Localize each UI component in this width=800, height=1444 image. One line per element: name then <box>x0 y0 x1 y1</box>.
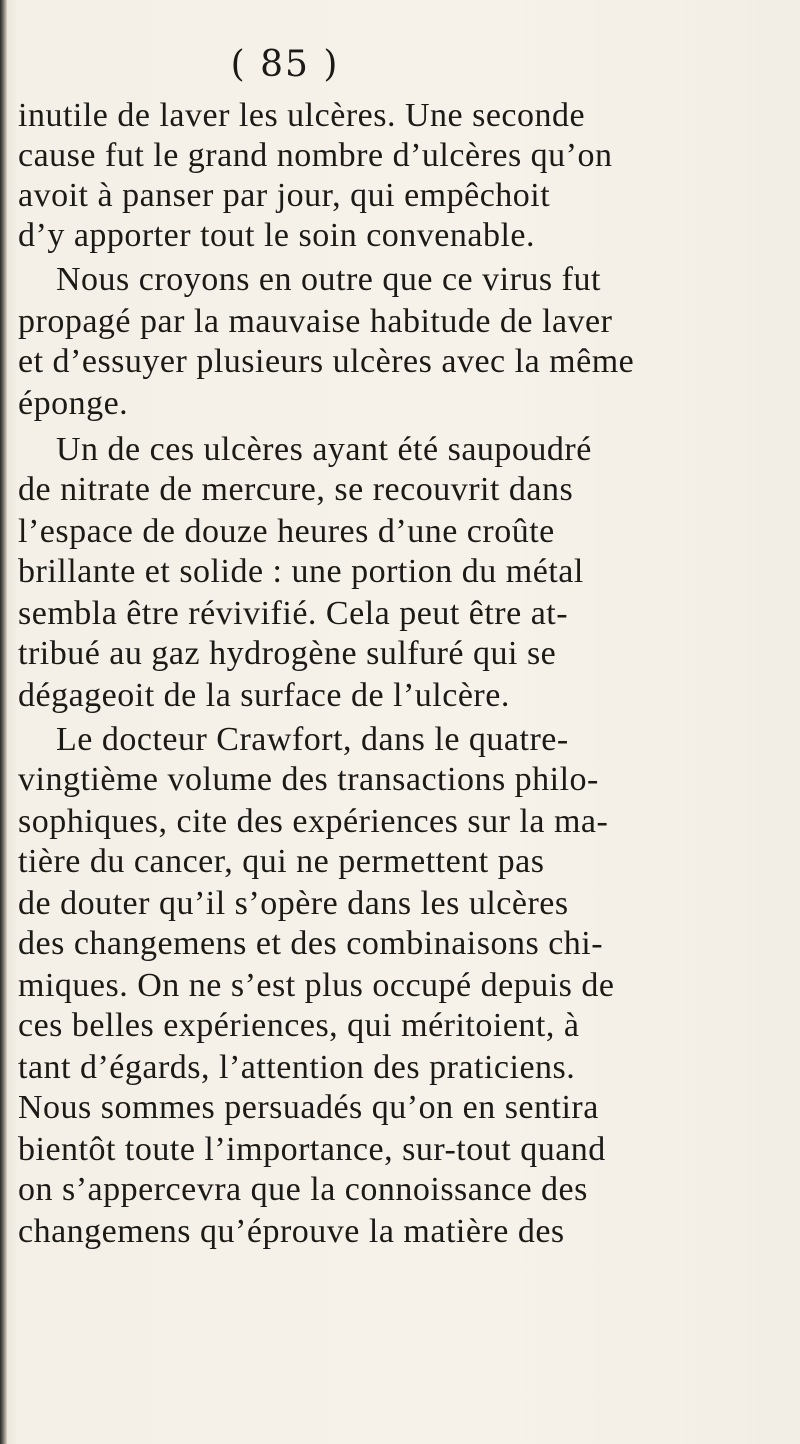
text-line: changemens qu’éprouve la matière des <box>18 1213 565 1250</box>
text-line: vingtième volume des transactions philo- <box>18 761 599 798</box>
text-line: inutile de laver les ulcères. Une seconde <box>18 97 586 134</box>
text-line: tière du cancer, qui ne permettent pas <box>18 843 545 880</box>
text-line: dégageoit de la surface de l’ulcère. <box>18 677 510 714</box>
binding-edge <box>0 0 7 1444</box>
text-line: l’espace de douze heures d’une croûte <box>18 513 555 550</box>
page-number: ( 85 ) <box>230 44 340 85</box>
text-line: avoit à panser par jour, qui empêchoit <box>18 177 551 214</box>
text-line: Le docteur Crawfort, dans le quatre- <box>56 721 569 758</box>
text-line: tribué au gaz hydrogène sulfuré qui se <box>18 635 557 672</box>
text-line: tant d’égards, l’attention des praticiens. <box>18 1049 576 1086</box>
text-line: ces belles expériences, qui méritoient, à <box>18 1007 580 1044</box>
text-line: propagé par la mauvaise habitude de laver <box>18 303 613 340</box>
text-line: sembla être révivifié. Cela peut être at- <box>18 595 569 632</box>
text-line: des changemens et des combinaisons chi- <box>18 925 604 962</box>
text-line: on s’appercevra que la connoissance des <box>18 1171 588 1208</box>
text-line: miques. On ne s’est plus occupé depuis de <box>18 967 615 1004</box>
text-line: cause fut le grand nombre d’ulcères qu’on <box>18 137 613 174</box>
text-line: Nous croyons en outre que ce virus fut <box>56 261 601 298</box>
text-line: éponge. <box>18 385 129 422</box>
text-line: Nous sommes persuadés qu’on en sentira <box>18 1089 599 1126</box>
text-line: de nitrate de mercure, se recouvrit dans <box>18 471 574 508</box>
text-line: Un de ces ulcères ayant été saupoudré <box>56 431 592 468</box>
text-line: bientôt toute l’importance, sur-tout quand <box>18 1131 606 1168</box>
text-line: de douter qu’il s’opère dans les ulcères <box>18 885 569 922</box>
text-line: d’y apporter tout le soin convenable. <box>18 217 536 254</box>
text-line: sophiques, cite des expériences sur la ma- <box>18 803 609 840</box>
text-line: brillante et solide : une portion du métal <box>18 553 584 590</box>
text-line: et d’essuyer plusieurs ulcères avec la même <box>18 343 635 380</box>
